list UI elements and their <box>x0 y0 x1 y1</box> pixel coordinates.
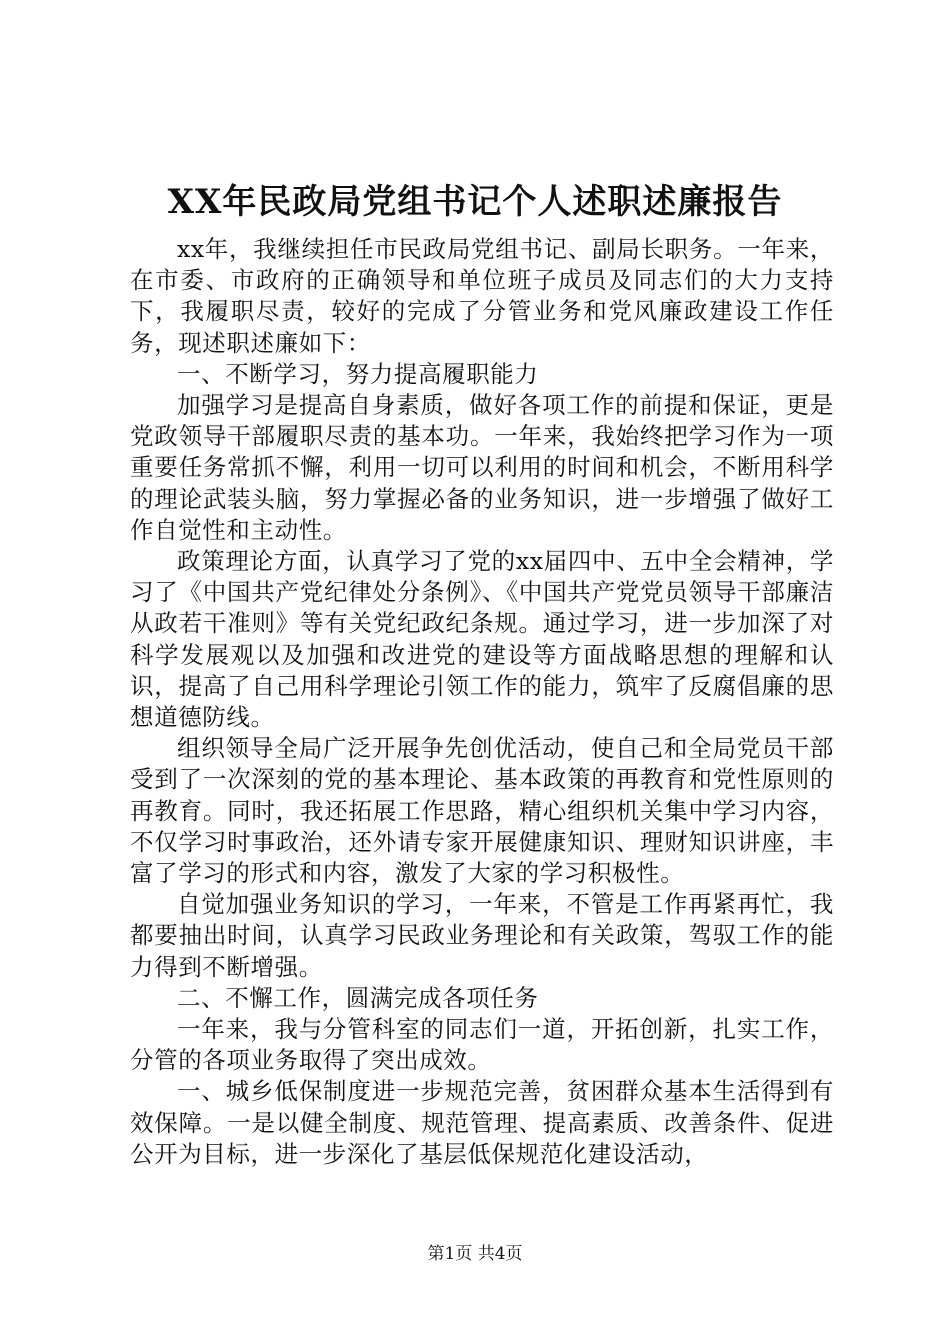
document-title: XX年民政局党组书记个人述职述廉报告 <box>167 182 783 222</box>
paragraph-learning: 加强学习是提高自身素质，做好各项工作的前提和保证，更是党政领导干部履职尽责的基本功。一年来，我始终把学习作为一项重要任务常抓不懈，利用一切可以利用的时间和机会，不断用科学的理论武装头脑，努力掌握必备的业务知识，进一步增强了做好工作自觉性和主动性。 <box>130 391 834 544</box>
paragraph-subsistence: 一、城乡低保制度进一步规范完善，贫困群众基本生活得到有效保障。一是以健全制度、规范管理、提高素质、改善条件、促进公开为目标，进一步深化了基层低保规范化建设活动， <box>130 1077 834 1168</box>
section-heading-1: 一、不断学习，努力提高履职能力 <box>177 359 539 388</box>
paragraph-policy-theory: 政策理论方面，认真学习了党的xx届四中、五中全会精神，学习了《中国共产党纪律处分条例》、《中国共产党党员领导干部廉洁从政若干准则》等有关党纪政纪条规。通过学习，进一步加深了对科学发展观以及加强和改进党的建设等方面战略思想的理解和认识，提高了自己用科学理论引领工作的能力，筑牢了反腐倡廉的思想道德防线。 <box>130 547 834 732</box>
page-footer: 第1页 共4页 <box>427 1244 523 1264</box>
section-heading-2: 二、不懈工作，圆满完成各项任务 <box>177 983 539 1012</box>
document-body <box>130 234 834 1170</box>
paragraph-intro: xx年，我继续担任市民政局党组书记、副局长职务。一年来，在市委、市政府的正确领导和单位班子成员及同志们的大力支持下，我履职尽责，较好的完成了分管业务和党风廉政建设工作任务，现述职述廉如下： <box>130 235 834 357</box>
paragraph-organization: 组织领导全局广泛开展争先创优活动，使自己和全局党员干部受到了一次深刻的党的基本理论、基本政策的再教育和党性原则的再教育。同时，我还拓展工作思路，精心组织机关集中学习内容，不仅学习时事政治，还外请专家开展健康知识、理财知识讲座，丰富了学习的形式和内容，激发了大家的学习积极性。 <box>130 734 834 888</box>
paragraph-work-summary: 一年来，我与分管科室的同志们一道，开拓创新，扎实工作，分管的各项业务取得了突出成效。 <box>130 1015 834 1075</box>
paragraph-business-knowledge: 自觉加强业务知识的学习，一年来，不管是工作再紧再忙，我都要抽出时间，认真学习民政业务理论和有关政策，驾驭工作的能力得到不断增强。 <box>130 890 834 981</box>
